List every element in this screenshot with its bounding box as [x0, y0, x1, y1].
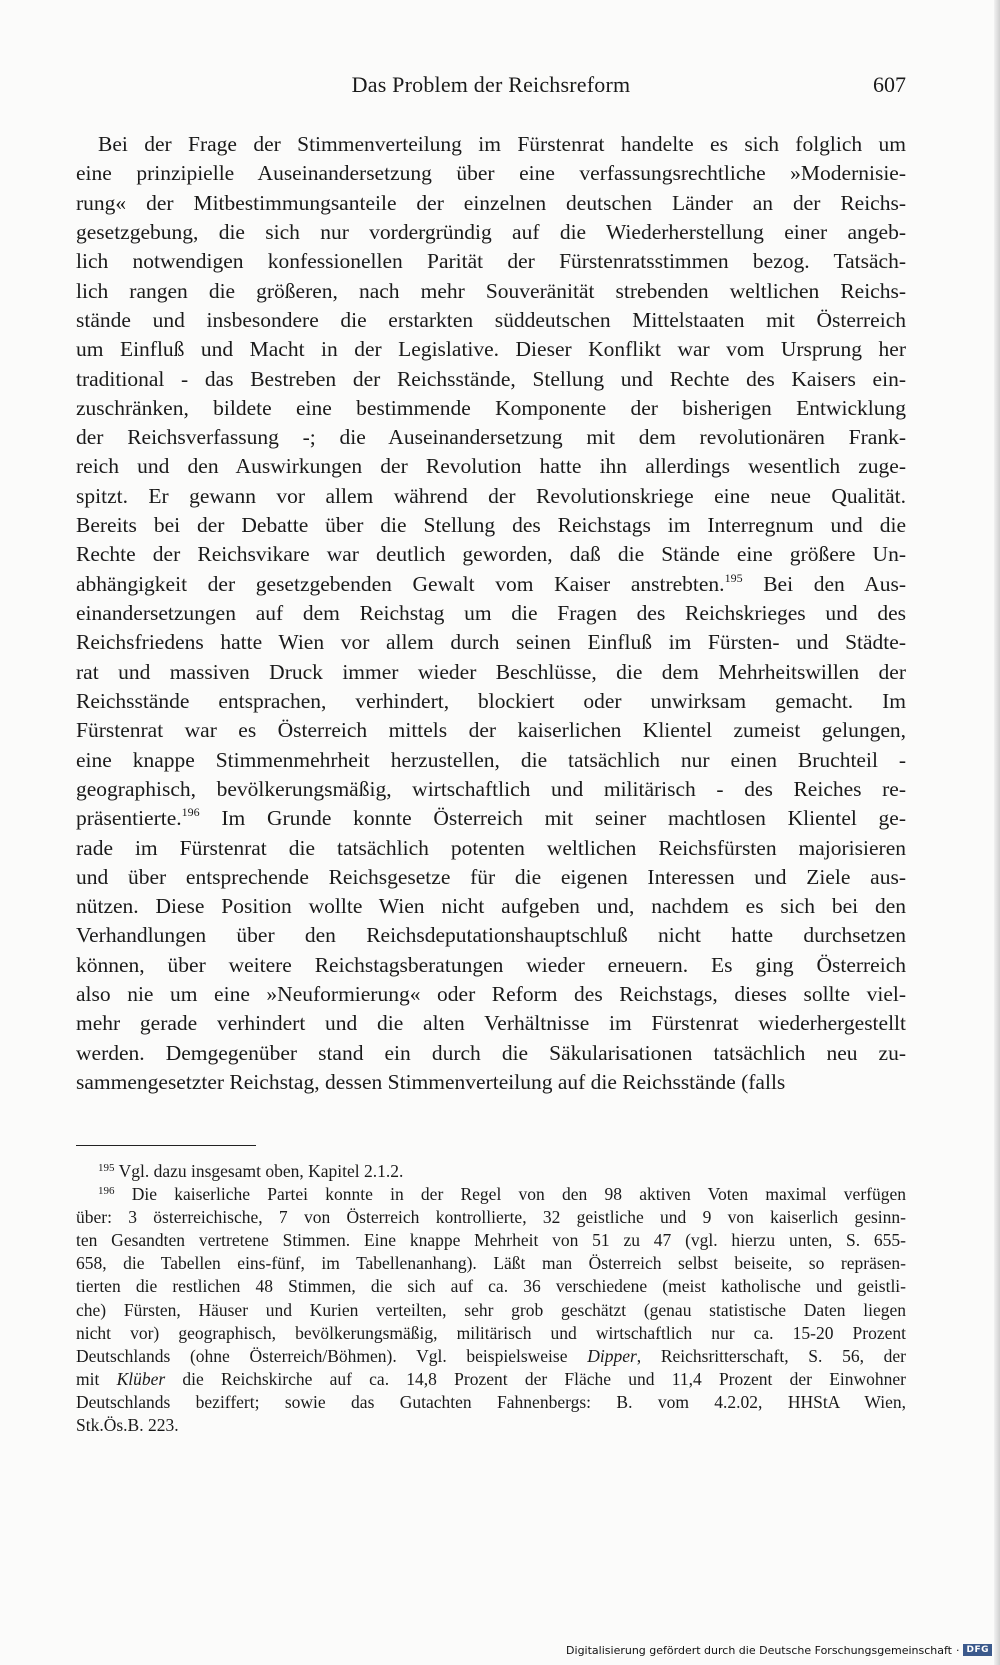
text-line: Reichsfriedens hatte Wien vor allem durch seinen Einfluß im Fürsten- und Städte-	[76, 630, 906, 655]
text-line: um Einfluß und Macht in der Legislative. Dieser Konflikt war vom Ursprung her	[76, 337, 906, 362]
footnote-196-line: 658, die Tabellen eins-fünf, im Tabellenanhang). Läßt man Österreich selbst beiseite, so repräsen-	[76, 1253, 906, 1274]
footnote-196-line: über: 3 österreichische, 7 von Österreich kontrollierte, 32 geistliche und 9 von kaiserlich gesinn-	[76, 1207, 906, 1228]
footnote-196-line	[76, 1183, 906, 1206]
footnote-196-line: ten Gesandten vertretene Stimmen. Eine knappe Mehrheit von 51 zu 47 (vgl. hierzu unten, S. 655-	[76, 1230, 906, 1251]
text-line: rat und massiven Druck immer wieder Beschlüsse, die dem Mehrheitswillen der	[76, 659, 906, 684]
footnote-ref-196[interactable]: 196	[181, 805, 200, 820]
text-line: Bereits bei der Debatte über die Stellung des Reichstags im Interregnum und die	[76, 513, 906, 538]
text-line: zuschränken, bildete eine bestimmende Komponente der bisherigen Entwicklung	[76, 395, 906, 420]
footnote-195	[76, 1160, 906, 1183]
text-line: lich rangen die größeren, nach mehr Souveränität strebenden weltlichen Reichs-	[76, 278, 906, 303]
footnote-196-line: Stk.Ös.B. 223.	[76, 1415, 179, 1436]
text-line: Bei der Frage der Stimmenverteilung im Fürstenrat handelte es sich folglich um	[98, 132, 906, 156]
footnote-196-line: che) Fürsten, Häuser und Kurien verteilten, sehr grob geschätzt (genau statistische Daten liegen	[76, 1299, 906, 1320]
text-segment: präsentierte.	[76, 806, 182, 831]
text-line: der Reichsverfassung -; die Auseinandersetzung mit dem revolutionären Frank-	[76, 425, 906, 450]
footnote-ref-195[interactable]: 195	[724, 570, 743, 585]
text-line	[76, 570, 906, 599]
text-segment: mit	[76, 1368, 117, 1389]
footnote-text: Vgl. dazu insgesamt oben, Kapitel 2.1.2.	[118, 1161, 404, 1181]
text-line: eine knappe Stimmenmehrheit herzustellen, die tatsächlich nur einen Bruchteil -	[76, 747, 906, 772]
text-segment: abhängigkeit der gesetzgebenden Gewalt vom Kaiser anstrebten.	[76, 571, 725, 596]
text-line: gesetzgebung, die sich nur vordergründig auf die Wiederherstellung einer angeb-	[76, 219, 906, 244]
text-line: Verhandlungen über den Reichsdeputationshauptschluß nicht hatte durchsetzen	[76, 923, 906, 948]
footnote-number: 196	[98, 1185, 115, 1198]
text-line: lich notwendigen konfessionellen Parität der Fürstenratsstimmen bezog. Tatsäch-	[76, 249, 906, 274]
text-line: also nie um eine »Neuformierung« oder Reform des Reichstags, dieses sollte viel-	[76, 982, 906, 1007]
footnote-rule	[76, 1145, 256, 1146]
footnote-196-line	[76, 1368, 906, 1391]
text-line: spitzt. Er gewann vor allem während der Revolutionskriege eine neue Qualität.	[76, 483, 906, 508]
text-line	[76, 804, 906, 833]
text-line: geographisch, bevölkerungsmäßig, wirtschaftlich und militärisch - des Reiches re-	[76, 776, 906, 801]
dfg-logo: DFG	[963, 1644, 992, 1656]
footnotes	[76, 1160, 906, 1437]
text-line: stände und insbesondere die erstarkten süddeutschen Mittelstaaten mit Österreich	[76, 307, 906, 332]
running-head	[76, 72, 906, 104]
text-line: traditional - das Bestreben der Reichsstände, Stellung und Rechte des Kaisers ein-	[76, 366, 906, 391]
text-line: nützen. Diese Position wollte Wien nicht aufgeben und, nachdem es sich bei den	[76, 894, 906, 919]
footnote-196-line: tierten die restlichen 48 Stimmen, die sich auf ca. 36 verschiedene (meist katholische und geistli-	[76, 1276, 906, 1297]
text-line: rade im Fürstenrat die tatsächlich potenten weltlichen Reichsfürsten majorisieren	[76, 835, 906, 860]
text-line: sammengesetzter Reichstag, dessen Stimmenverteilung auf die Reichsstände (falls	[76, 1070, 786, 1094]
text-line: werden. Demgegenüber stand ein durch die Säkularisationen tatsächlich neu zu-	[76, 1040, 906, 1065]
running-title: Das Problem der Reichsreform	[351, 72, 631, 97]
text-line: einandersetzungen auf dem Reichstag um die Fragen des Reichskrieges und des	[76, 601, 906, 625]
page-number: 607	[873, 72, 906, 97]
text-line: eine prinzipielle Auseinandersetzung über eine verfassungsrechtliche »Modernisie-	[76, 161, 906, 186]
footnote-196-line: nicht vor) geographisch, bevölkerungsmäßig, militärisch und wirtschaftlich nur ca. 15-20 Prozent	[76, 1322, 906, 1343]
author-name: Klüber	[116, 1368, 166, 1389]
text-segment: Bei den Aus-	[742, 571, 906, 596]
text-line: und über entsprechende Reichsgesetze für die eigenen Interessen und Ziele aus-	[76, 864, 906, 889]
digitization-footer	[566, 1641, 992, 1659]
footer-text: Digitalisierung gefördert durch die Deutsche Forschungsgemeinschaft	[566, 1643, 952, 1657]
text-line: reich und den Auswirkungen der Revolution hatte ihn allerdings wesentlich zuge-	[76, 454, 906, 479]
footnote-196-line: Deutschlands beziffert; sowie das Gutachten Fahnenbergs: B. vom 4.2.02, HHStA Wien,	[76, 1391, 906, 1412]
footnote-196-line	[76, 1345, 906, 1368]
author-name: Dipper	[587, 1345, 637, 1366]
page-edge-shadow	[994, 0, 1000, 1665]
footnote-text: Die kaiserliche Partei konnte in der Regel von den 98 aktiven Voten maximal verfügen	[131, 1184, 906, 1205]
footnote-number: 195	[98, 1162, 115, 1174]
footer-separator: ·	[955, 1643, 960, 1657]
text-segment: Im Grunde konnte Österreich mit seiner machtlosen Klientel ge-	[199, 806, 906, 831]
text-segment: die Reichskirche auf ca. 14,8 Prozent der Fläche und 11,4 Prozent der Einwohner	[165, 1368, 906, 1389]
text-line: Reichsstände entsprachen, verhindert, blockiert oder unwirksam gemacht. Im	[76, 688, 906, 713]
text-line: rung« der Mitbestimmungsanteile der einzelnen deutschen Länder an der Reichs-	[76, 190, 906, 215]
text-segment: Deutschlands (ohne Österreich/Böhmen). Vgl. beispielsweise	[76, 1345, 588, 1366]
text-line: mehr gerade verhindert und die alten Verhältnisse im Fürstenrat wiederhergestellt	[76, 1011, 906, 1036]
main-text	[76, 130, 906, 1097]
text-segment: , Reichsritterschaft, S. 56, der	[636, 1345, 906, 1366]
text-line: können, über weitere Reichstagsberatungen wieder erneuern. Es ging Österreich	[76, 952, 906, 977]
text-line: Rechte der Reichsvikare war deutlich geworden, daß die Stände eine größere Un-	[76, 542, 906, 567]
text-line: Fürstenrat war es Österreich mittels der kaiserlichen Klientel zumeist gelungen,	[76, 718, 906, 743]
